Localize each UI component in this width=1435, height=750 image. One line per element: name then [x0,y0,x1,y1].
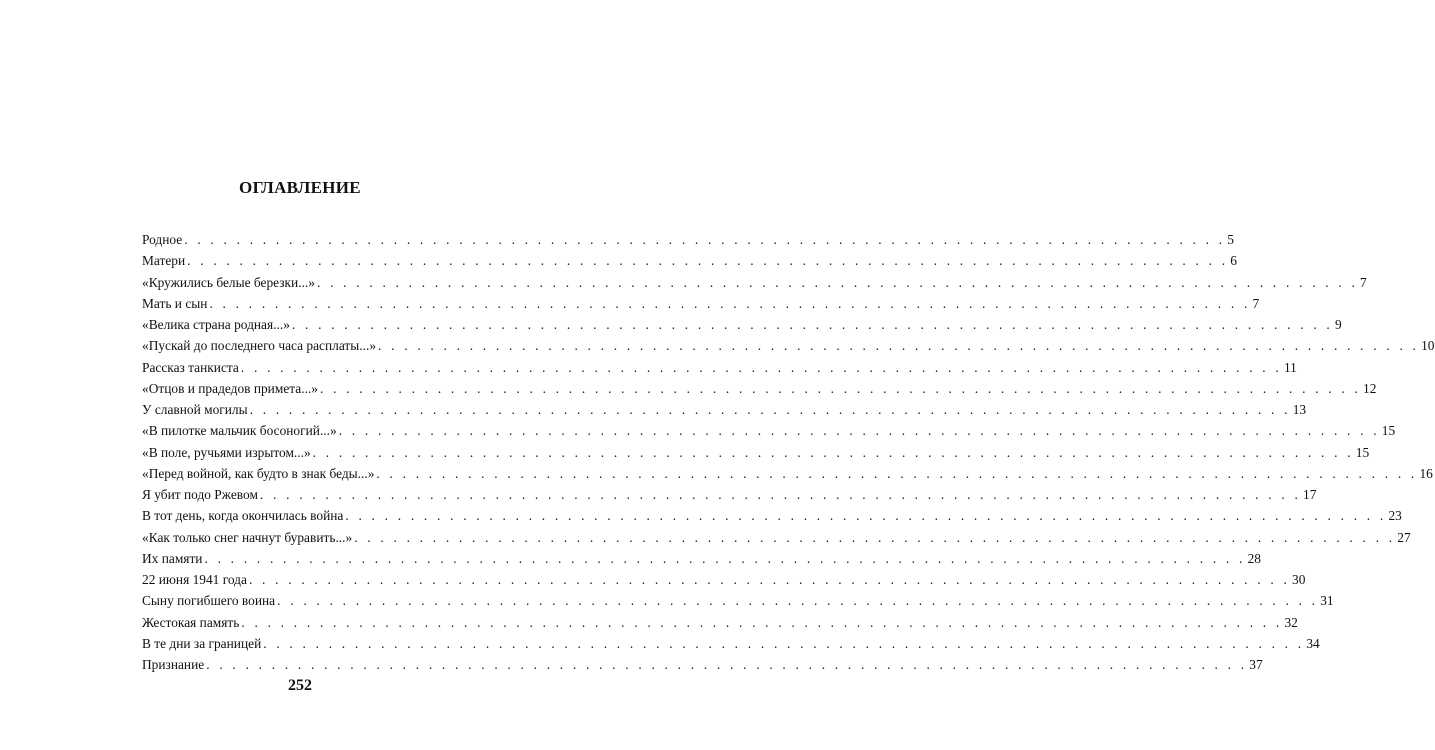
toc-entry [142,484,1317,505]
toc-entry-title: 22 июня 1941 года [142,572,247,587]
toc-entry-title: Родное [142,232,183,247]
toc-entry-page: 5 [1227,232,1234,247]
toc-dot-leader: . . . . . . . . . . . . . . . . . . . . . . . . . . . . . . . . . . . . . . . . . . . . . . . . . . . . . . . . . . . . . . . . . . . . . . . . . . . . . . . . [249,402,1291,417]
toc-entry [142,314,1342,335]
toc-dot-leader: . . . . . . . . . . . . . . . . . . . . . . . . . . . . . . . . . . . . . . . . . . . . . . . . . . . . . . . . . . . . . . . . . . . . . . . . . . . . . . . . [263,635,1305,651]
toc-dot-leader: . . . . . . . . . . . . . . . . . . . . . . . . . . . . . . . . . . . . . . . . . . . . . . . . . . . . . . . . . . . . . . . . . . . . . . . . . . . . . . . . [312,444,1354,460]
toc-entry-title: «Кружились белые березки...» [142,274,315,290]
toc-entry-page: 30 [1292,572,1306,587]
toc-entry [142,505,1402,526]
toc-entry [142,378,1377,399]
toc-entry-page: 23 [1388,508,1402,524]
toc-entry-page: 15 [1355,444,1370,460]
page-number: 252 [288,677,312,694]
toc-entry-title: Я убит подо Ржевом [142,487,258,502]
toc-entry-page: 32 [1284,614,1298,630]
table-of-contents [142,229,1435,675]
toc-entry [142,612,1298,633]
page-title: ОГЛАВЛЕНИЕ [239,178,361,197]
toc-entry-page: 9 [1334,317,1342,332]
toc-entry-page: 11 [1283,359,1297,375]
toc-entry-title: В тот день, когда окончилась война [142,508,344,524]
toc-entry-page: 27 [1397,529,1411,545]
toc-entry-page: 28 [1247,550,1261,566]
toc-entry-title: «В пилотке мальчик босоногий...» [142,423,337,439]
toc-entry [142,357,1297,378]
toc-entry [142,399,1307,420]
toc-entry-page: 31 [1320,593,1334,609]
toc-dot-leader: . . . . . . . . . . . . . . . . . . . . . . . . . . . . . . . . . . . . . . . . . . . . . . . . . . . . . . . . . . . . . . . . . . . . . . . . . . . . . . . . [277,593,1319,609]
toc-entry [142,335,1435,356]
toc-entry-title: Рассказ танкиста [142,359,239,375]
toc-entry [142,272,1367,293]
toc-dot-leader: . . . . . . . . . . . . . . . . . . . . . . . . . . . . . . . . . . . . . . . . . . . . . . . . . . . . . . . . . . . . . . . . . . . . . . . . . . . . . . . . [338,423,1380,439]
toc-dot-leader: . . . . . . . . . . . . . . . . . . . . . . . . . . . . . . . . . . . . . . . . . . . . . . . . . . . . . . . . . . . . . . . . . . . . . . . . . . . . . . . . [345,508,1387,524]
toc-entry-page: 17 [1303,487,1317,502]
toc-entry [142,548,1261,569]
toc-dot-leader: . . . . . . . . . . . . . . . . . . . . . . . . . . . . . . . . . . . . . . . . . . . . . . . . . . . . . . . . . . . . . . . . . . . . . . . . . . . . . . . . [241,614,1283,630]
toc-entry-page: 7 [1360,274,1367,290]
toc-dot-leader: . . . . . . . . . . . . . . . . . . . . . . . . . . . . . . . . . . . . . . . . . . . . . . . . . . . . . . . . . . . . . . . . . . . . . . . . . . . . . . . . [376,465,1418,481]
toc-entry [142,420,1396,441]
toc-entry-title: Матери [142,253,186,269]
toc-entry [142,250,1237,271]
toc-entry-page: 37 [1249,657,1263,672]
toc-entry [142,463,1433,484]
toc-entry-page: 10 [1421,338,1435,354]
toc-dot-leader: . . . . . . . . . . . . . . . . . . . . . . . . . . . . . . . . . . . . . . . . . . . . . . . . . . . . . . . . . . . . . . . . . . . . . . . . . . . . . . . . [316,274,1359,290]
toc-entry-title: У славной могилы [142,402,248,417]
toc-entry [142,654,1263,675]
toc-entry-title: Сыну погибшего воина [142,593,276,609]
toc-dot-leader: . . . . . . . . . . . . . . . . . . . . . . . . . . . . . . . . . . . . . . . . . . . . . . . . . . . . . . . . . . . . . . . . . . . . . . . . . . . . . . . . [248,572,1291,587]
toc-entry-title: Их памяти [142,550,203,566]
toc-dot-leader: . . . . . . . . . . . . . . . . . . . . . . . . . . . . . . . . . . . . . . . . . . . . . . . . . . . . . . . . . . . . . . . . . . . . . . . . . . . . . . . . [187,253,1229,269]
toc-entry-page: 6 [1230,253,1237,269]
toc-entry-page: 16 [1419,465,1433,481]
toc-entry-title: «Отцов и прадедов примета...» [142,380,318,396]
toc-dot-leader: . . . . . . . . . . . . . . . . . . . . . . . . . . . . . . . . . . . . . . . . . . . . . . . . . . . . . . . . . . . . . . . . . . . . . . . . . . . . . . . . [291,317,1333,332]
toc-entry-title: В те дни за границей [142,635,262,651]
toc-entry-title: «В поле, ручьями изрытом...» [142,444,311,460]
toc-dot-leader: . . . . . . . . . . . . . . . . . . . . . . . . . . . . . . . . . . . . . . . . . . . . . . . . . . . . . . . . . . . . . . . . . . . . . . . . . . . . . . . . [206,657,1248,672]
toc-dot-leader: . . . . . . . . . . . . . . . . . . . . . . . . . . . . . . . . . . . . . . . . . . . . . . . . . . . . . . . . . . . . . . . . . . . . . . . . . . . . . . . . [259,487,1301,502]
toc-entry-title: «Велика страна родная...» [142,317,290,332]
toc-entry-page: 12 [1363,380,1377,396]
toc-dot-leader: . . . . . . . . . . . . . . . . . . . . . . . . . . . . . . . . . . . . . . . . . . . . . . . . . . . . . . . . . . . . . . . . . . . . . . . . . . . . . . . . [319,380,1362,396]
toc-entry-page: 13 [1292,402,1307,417]
toc-entry-title: Мать и сын [142,295,208,311]
toc-dot-leader: . . . . . . . . . . . . . . . . . . . . . . . . . . . . . . . . . . . . . . . . . . . . . . . . . . . . . . . . . . . . . . . . . . . . . . . . . . . . . . . . [184,232,1226,247]
toc-entry [142,527,1411,548]
toc-entry-title: Признание [142,657,205,672]
toc-dot-leader: . . . . . . . . . . . . . . . . . . . . . . . . . . . . . . . . . . . . . . . . . . . . . . . . . . . . . . . . . . . . . . . . . . . . . . . . . . . . . . . . [378,338,1420,354]
toc-entry [142,590,1334,611]
toc-entry-title: «Пускай до последнего часа расплаты...» [142,338,377,354]
toc-entry-page: 7 [1252,295,1260,311]
toc-entry-page: 34 [1306,635,1320,651]
toc-entry [142,569,1306,590]
toc-entry-title: «Перед войной, как будто в знак беды...» [142,465,375,481]
toc-entry-page: 15 [1381,423,1396,439]
toc-entry [142,633,1320,654]
toc-dot-leader: . . . . . . . . . . . . . . . . . . . . . . . . . . . . . . . . . . . . . . . . . . . . . . . . . . . . . . . . . . . . . . . . . . . . . . . . . . . . . . . . [209,295,1251,311]
toc-dot-leader: . . . . . . . . . . . . . . . . . . . . . . . . . . . . . . . . . . . . . . . . . . . . . . . . . . . . . . . . . . . . . . . . . . . . . . . . . . . . . . . . [240,359,1282,375]
toc-entry-title: Жестокая память [142,614,240,630]
toc-entry [142,229,1234,250]
toc-dot-leader: . . . . . . . . . . . . . . . . . . . . . . . . . . . . . . . . . . . . . . . . . . . . . . . . . . . . . . . . . . . . . . . . . . . . . . . . . . . . . . . . [204,550,1246,566]
toc-dot-leader: . . . . . . . . . . . . . . . . . . . . . . . . . . . . . . . . . . . . . . . . . . . . . . . . . . . . . . . . . . . . . . . . . . . . . . . . . . . . . . . . [354,529,1396,545]
toc-entry [142,293,1260,314]
toc-entry [142,442,1370,463]
toc-entry-title: «Как только снег начнут буравить...» [142,529,353,545]
